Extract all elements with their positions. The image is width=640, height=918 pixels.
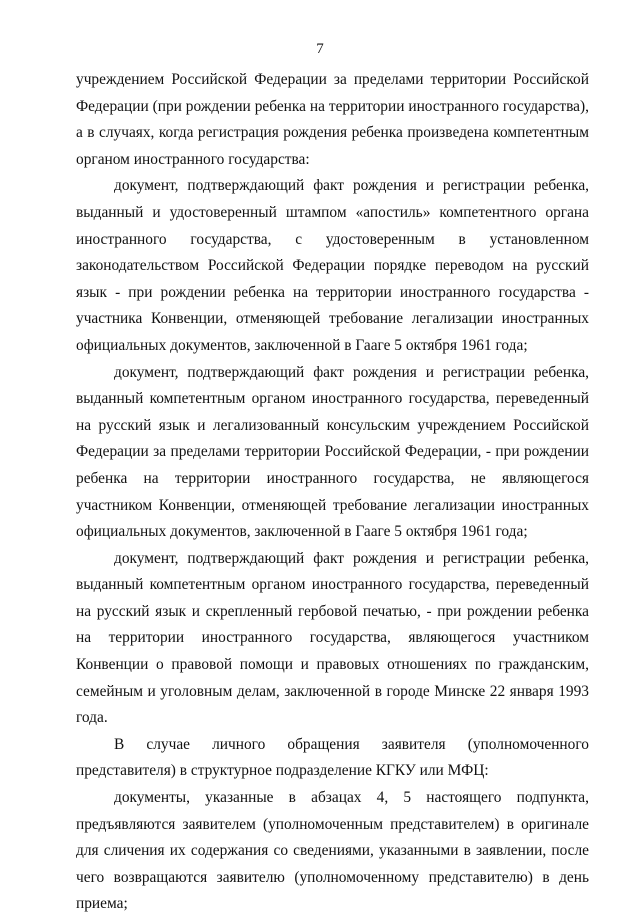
paragraph-original-documents: документы, указанные в абзацах 4, 5 настоящего подпункта, предъявляются заявителем (уполномоченным представителем) в оригинале для сличения их содержания со сведениями, указанными в заявлении, после чего возвращаются заявителю (уполномоченному представителю) в день приема; [76, 789, 589, 913]
page-number: 7 [316, 41, 324, 57]
document-body [76, 67, 589, 918]
paragraph-continuation: учреждением Российской Федерации за пределами территории Российской Федерации (при рождении ребенка на территории иностранного государства), а в случаях, когда регистрация рождения ребенка произведена компетентным органом иностранного государства: [76, 71, 589, 168]
paragraph-personal-appeal: В случае личного обращения заявителя (уполномоченного представителя) в структурное подразделение КГКУ или МФЦ: [76, 735, 589, 780]
paragraph-apostille-document: документ, подтверждающий факт рождения и регистрации ребенка, выданный и удостоверенный штампом «апостиль» компетентного органа иностранного государства, с удостоверенным в установленном законодательством Российской Федерации порядке переводом на русский язык - при рождении ребенка на территории иностранного государства - участника Конвенции, отменяющей требование легализации иностранных официальных документов, заключенной в Гааге 5 октября 1961 года; [76, 177, 589, 354]
paragraph-legalized-document: документ, подтверждающий факт рождения и регистрации ребенка, выданный компетентным органом иностранного государства, переведенный на русский язык и легализованный консульским учреждением Российской Федерации за пределами территории Российской Федерации, - при рождении ребенка на территории иностранного государства, не являющегося участником Конвенции, отменяющей требование легализации иностранных официальных документов, заключенной в Гааге 5 октября 1961 года; [76, 363, 589, 541]
paragraph-minsk-convention-document: документ, подтверждающий факт рождения и регистрации ребенка, выданный компетентным органом иностранного государства, переведенный на русский язык и скрепленный гербовой печатью, - при рождении ребенка на территории иностранного государства, являющегося участником Конвенции о правовой помощи и правовых отношениях по гражданским, семейным и уголовным делам, заключенной в городе Минске 22 января 1993 года. [76, 549, 589, 727]
